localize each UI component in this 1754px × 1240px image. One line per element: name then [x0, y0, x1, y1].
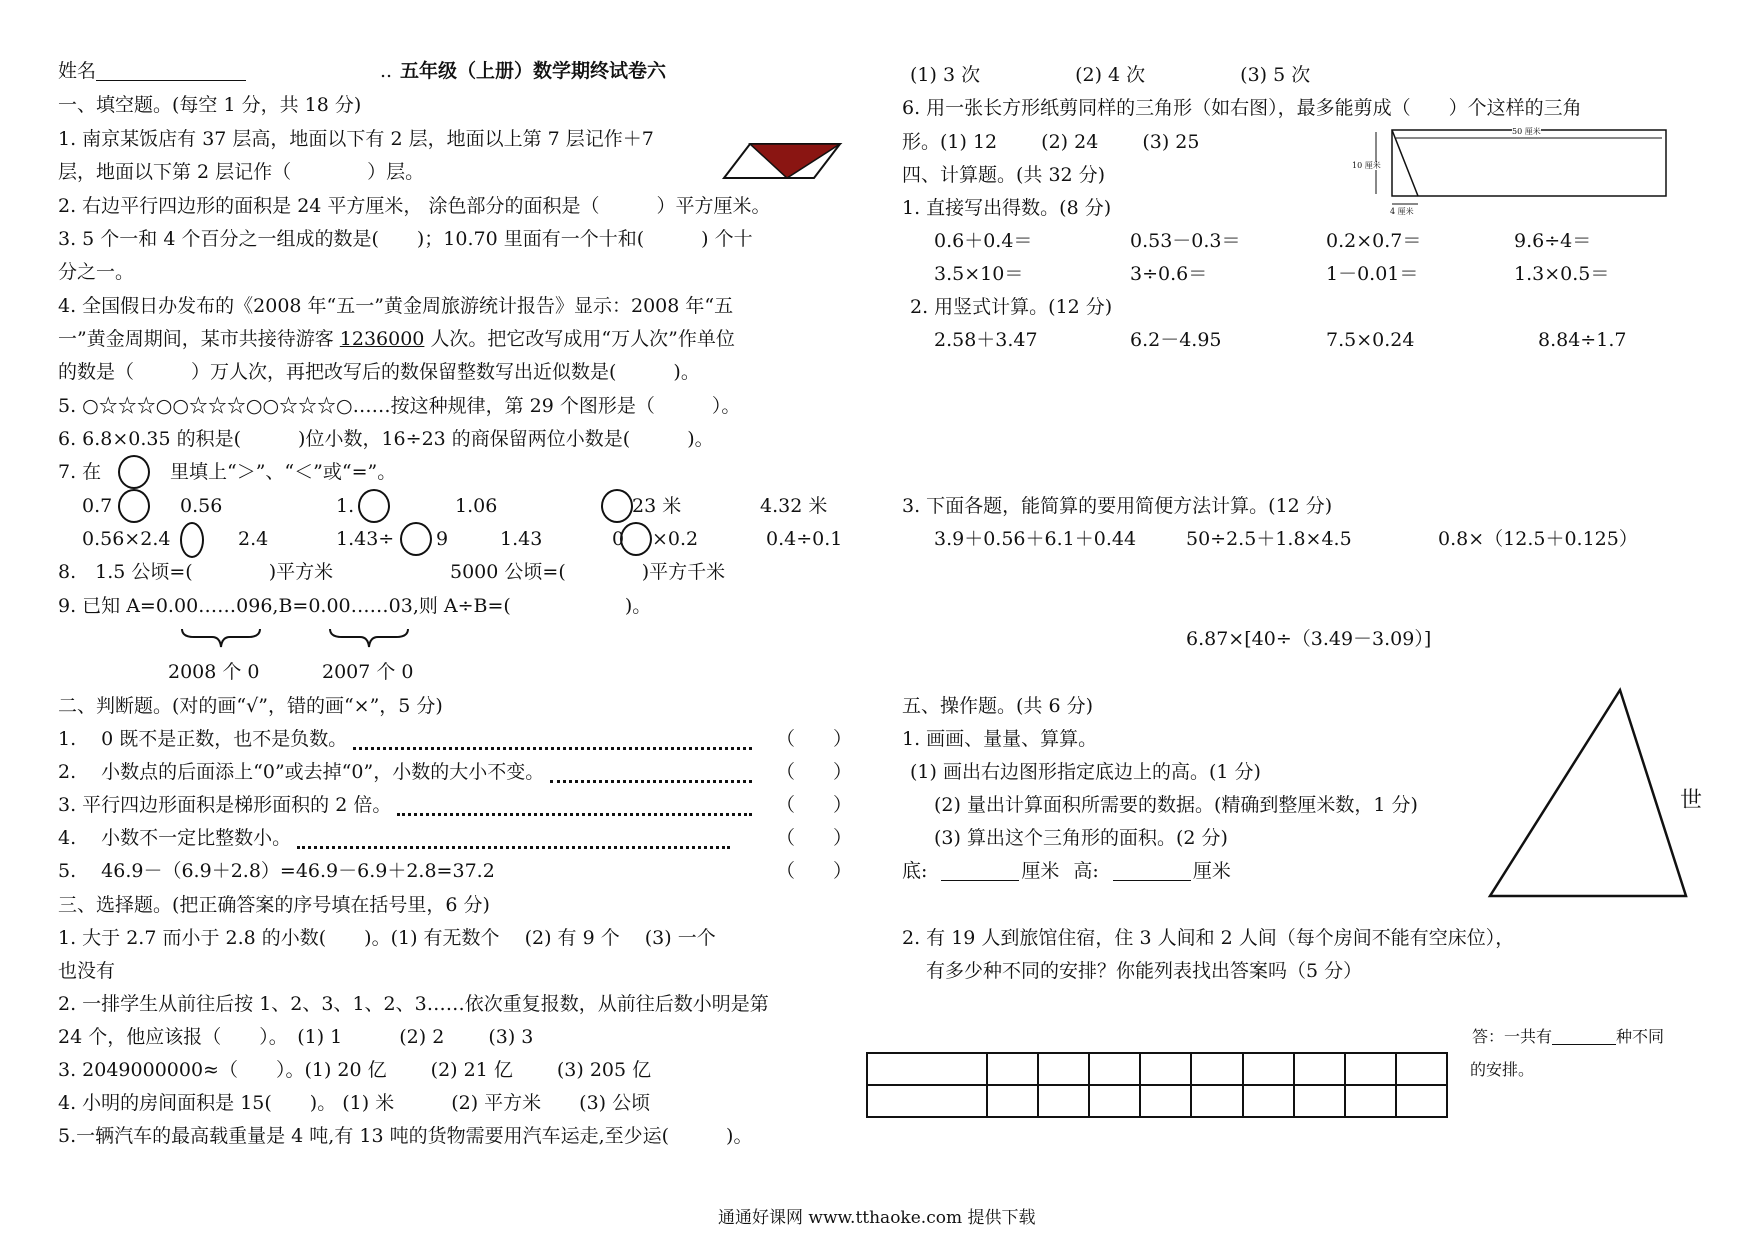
s5-sub1: 1. 画画、量量、算算。 — [902, 728, 1098, 750]
leader-dots — [397, 810, 752, 816]
compare-circle[interactable] — [620, 522, 652, 556]
s3-q1-line1: 1. 大于 2.7 而小于 2.8 的小数( )。(1) 有无数个 (2) 有 9 个 (3) 一个 — [58, 927, 716, 949]
leader-dots — [550, 777, 752, 783]
answer-line2: 的安排。 — [1470, 1060, 1535, 1079]
s1-q9: 9. 已知 A=0.00……096,B=0.00……03,则 A÷B=( )。 — [58, 595, 652, 617]
name-blank[interactable] — [96, 62, 246, 81]
cmp-b2: 1.06 — [455, 495, 498, 517]
s4-sub2: 2. 用竖式计算。(12 分) — [910, 296, 1113, 318]
cmp-f1b: ×0.2 — [652, 528, 699, 550]
section3-heading: 三、选择题。(把正确答案的序号填在括号里，6 分) — [58, 894, 490, 916]
section2-heading: 二、判断题。(对的画“√”，错的画“×”，5 分) — [58, 695, 443, 717]
compare-circle[interactable] — [180, 522, 204, 558]
s1-q1-line1: 1. 南京某饭店有 37 层高，地面以下有 2 层，地面以上第 7 层记作＋7 — [58, 128, 654, 150]
calc-item: 9.6÷4＝ — [1514, 230, 1592, 252]
s5-p3: (3) 算出这个三角形的面积。(2 分) — [934, 827, 1228, 849]
height-blank[interactable] — [1113, 862, 1191, 881]
judge-item: 2. 小数点的后面添上“0”或去掉“0”，小数的大小不变。 — [58, 761, 545, 783]
s1-q4-line2-pre: 一”黄金周期间，某市共接待游客 — [58, 328, 340, 350]
exam-title: 五年级（上册）数学期终试卷六 — [400, 60, 667, 82]
cmp-d2: 2.4 — [238, 528, 269, 550]
rectangle-triangle-figure — [1356, 124, 1676, 214]
judge-answer-paren[interactable]: （ ） — [776, 827, 853, 849]
base-label: 底: — [902, 860, 928, 882]
s1-q5: 5. ○☆☆☆○○☆☆☆○○☆☆☆○……按这种规律，第 29 个图形是（ ）。 — [58, 395, 741, 417]
simplify-item: 3.9＋0.56＋6.1＋0.44 — [934, 528, 1137, 550]
cmp-e1b: 9 — [436, 528, 449, 550]
section4-heading: 四、计算题。(共 32 分) — [902, 164, 1106, 186]
s3-q2-line2: 24 个，他应该报（ ）。 (1) 1 (2) 2 (3) 3 — [58, 1026, 534, 1048]
s5-p1: (1) 画出右边图形指定底边上的高。(1 分) — [910, 761, 1261, 783]
s1-q4-line3: 的数是（ ）万人次，再把改写后的数保留整数写出近似数是( )。 — [58, 361, 700, 383]
triangle-figure — [1488, 688, 1688, 902]
cmp-b1: 1. — [336, 495, 355, 517]
compare-circle[interactable] — [118, 489, 150, 523]
base-unit: 厘米 — [1021, 860, 1060, 882]
cmp-e1: 1.43÷ — [336, 528, 395, 550]
brace-2 — [328, 627, 410, 649]
leader-dots — [297, 843, 730, 849]
cmp-f1: 0 — [612, 528, 625, 550]
compare-circle[interactable] — [601, 489, 633, 523]
base-blank[interactable] — [941, 862, 1019, 881]
simplify-item: 50÷2.5＋1.8×4.5 — [1186, 528, 1352, 550]
answer-suffix: 种不同 — [1616, 1027, 1665, 1046]
s1-q6: 6. 6.8×0.35 的积是( )位小数，16÷23 的商保留两位小数是( )。 — [58, 428, 714, 450]
cmp-a2: 0.56 — [180, 495, 223, 517]
calc-item: 1－0.01＝ — [1326, 263, 1419, 285]
compare-circle[interactable] — [358, 489, 390, 523]
s3-q5: 5.一辆汽车的最高载重量是 4 吨,有 13 吨的货物需要用汽车运走,至少运( )。 — [58, 1125, 753, 1147]
answer-table[interactable] — [866, 1052, 1448, 1118]
s1-q4-line1: 4. 全国假日办发布的《2008 年“五一”黄金周旅游统计报告》显示：2008 年“五 — [58, 295, 734, 317]
calc-item: 0.53－0.3＝ — [1130, 230, 1241, 252]
s1-q4-line2-post: 人次。把它改写成用“万人次”作单位 — [424, 328, 735, 350]
fig-height-label: 10 厘米 — [1352, 161, 1381, 170]
judge-answer-paren[interactable]: （ ） — [776, 860, 853, 882]
leader-dots — [353, 744, 752, 750]
s1-q2: 2. 右边平行四边形的面积是 24 平方厘米， 涂色部分的面积是（ ）平方厘米。 — [58, 195, 771, 217]
s3-q2-line1: 2. 一排学生从前往后按 1、2、3、1、2、3……依次重复报数，从前往后数小明是第 — [58, 993, 769, 1015]
height-label: 高: — [1073, 860, 1099, 882]
cmp-f2: 0.4÷0.1 — [766, 528, 843, 550]
judge-item: 1. 0 既不是正数，也不是负数。 — [58, 728, 348, 750]
judge-item: 3. 平行四边形面积是梯形面积的 2 倍。 — [58, 794, 392, 816]
s1-q4-number: 1236000 — [339, 328, 425, 350]
s3-q4: 4. 小明的房间面积是 15( )。 (1) 米 (2) 平方米 (3) 公顷 — [58, 1092, 651, 1114]
cmp-d1: 0.56×2.4 — [82, 528, 171, 550]
compare-circle[interactable] — [400, 522, 432, 556]
simplify-item: 0.8×（12.5＋0.125） — [1438, 528, 1638, 550]
s3-q5-options: (1) 3 次 (2) 4 次 (3) 5 次 — [910, 64, 1311, 86]
calc-item: 3÷0.6＝ — [1130, 263, 1208, 285]
s3-q6-line1: 6. 用一张长方形纸剪同样的三角形（如右图），最多能剪成（ ）个这样的三角 — [902, 97, 1582, 119]
section5-heading: 五、操作题。(共 6 分) — [902, 695, 1093, 717]
cmp-e2: 1.43 — [500, 528, 543, 550]
footer: 通通好课网 www.tthaoke.com 提供下载 — [718, 1208, 1036, 1228]
judge-item: 4. 小数不一定比整数小。 — [58, 827, 292, 849]
s1-q8b: 5000 公顷=( )平方千米 — [450, 561, 726, 583]
s1-q7-post: 里填上“＞”、“＜”或“=”。 — [170, 461, 397, 483]
brace-label-2: 2007 个 0 — [322, 661, 414, 683]
judge-answer-paren[interactable]: （ ） — [776, 728, 853, 750]
s5-p2: (2) 量出计算面积所需要的数据。(精确到整厘米数，1 分) — [934, 794, 1418, 816]
answer-prefix: 答：一共有 — [1472, 1027, 1553, 1046]
s1-q3-line2: 分之一。 — [58, 261, 135, 283]
calc-item: 0.2×0.7＝ — [1326, 230, 1422, 252]
s1-q7-pre: 7. 在 — [58, 461, 102, 483]
height-unit: 厘米 — [1192, 860, 1231, 882]
s3-q6-line2: 形。(1) 12 (2) 24 (3) 25 — [902, 131, 1200, 153]
s5-q2-line1: 2. 有 19 人到旅馆住宿，住 3 人间和 2 人间（每个房间不能有空床位）， — [902, 927, 1515, 949]
s1-q3-line1: 3. 5 个一和 4 个百分之一组成的数是( )；10.70 里面有一个十和( ) 个十 — [58, 228, 753, 250]
name-label: 姓名 — [58, 60, 97, 82]
cmp-c1: 23 米 — [632, 495, 682, 517]
vertical-calc-item: 6.2－4.95 — [1130, 329, 1222, 351]
brace-1 — [180, 627, 262, 649]
calc-item: 3.5×10＝ — [934, 263, 1024, 285]
vertical-calc-item: 2.58＋3.47 — [934, 329, 1038, 351]
title-dots: .. — [380, 60, 393, 82]
brace-label-1: 2008 个 0 — [168, 661, 260, 683]
answer-blank[interactable] — [1552, 1029, 1616, 1045]
s3-q1-line2: 也没有 — [58, 960, 116, 982]
vertical-calc-item: 7.5×0.24 — [1326, 329, 1415, 351]
calc-item: 0.6＋0.4＝ — [934, 230, 1033, 252]
judge-answer-paren[interactable]: （ ） — [776, 761, 853, 783]
judge-answer-paren[interactable]: （ ） — [776, 794, 853, 816]
cmp-c2: 4.32 米 — [760, 495, 828, 517]
s5-q2-line2: 有多少种不同的安排？你能列表找出答案吗（5 分） — [926, 960, 1363, 982]
calc-item: 1.3×0.5＝ — [1514, 263, 1610, 285]
fig-base-label: 4 厘米 — [1390, 207, 1414, 216]
s1-q1-line2: 层，地面以下第 2 层记作（ ）层。 — [58, 161, 425, 183]
cmp-a1: 0.7 — [82, 495, 113, 517]
parallelogram-figure — [724, 140, 844, 184]
compare-circle-example — [118, 455, 150, 489]
s4-sub1: 1. 直接写出得数。(8 分) — [902, 197, 1112, 219]
triangle-side-mark: 世 — [1680, 788, 1703, 813]
s4-sub3: 3. 下面各题，能简算的要用简便方法计算。(12 分) — [902, 495, 1333, 517]
fig-width-label: 50 厘米 — [1512, 127, 1541, 136]
s3-q3: 3. 2049000000≈（ ）。(1) 20 亿 (2) 21 亿 (3) 205 亿 — [58, 1059, 652, 1081]
s1-q8a: 8. 1.5 公顷=( )平方米 — [58, 561, 334, 583]
vertical-calc-item: 8.84÷1.7 — [1538, 329, 1627, 351]
simplify-item: 6.87×[40÷（3.49－3.09）] — [1186, 628, 1432, 650]
section1-heading: 一、填空题。(每空 1 分，共 18 分) — [58, 94, 362, 116]
judge-item: 5. 46.9－（6.9＋2.8）=46.9－6.9＋2.8=37.2 — [58, 860, 495, 882]
